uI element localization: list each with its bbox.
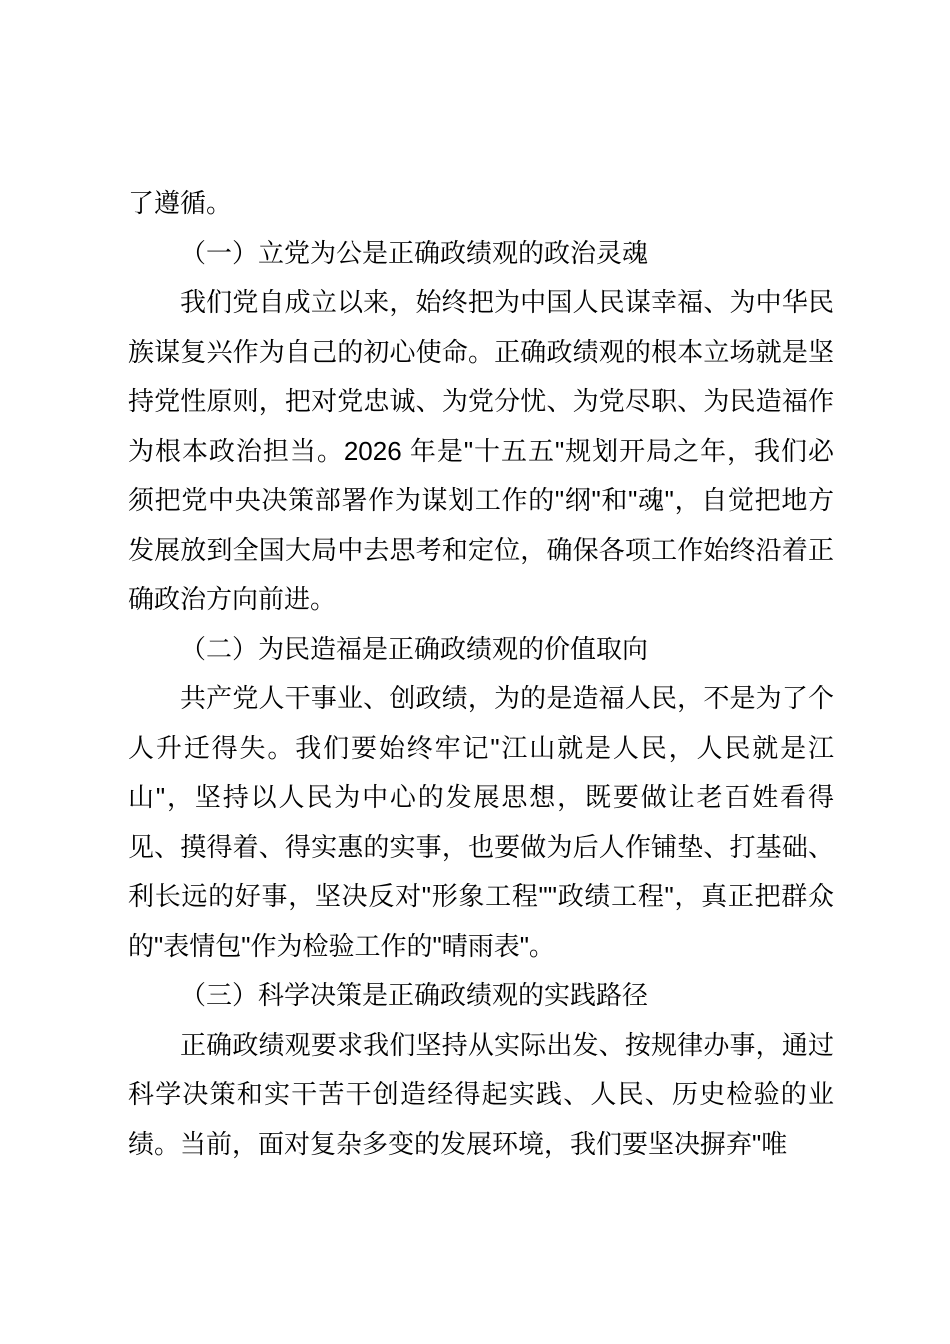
continued-paragraph: 了遵循。 [128, 188, 233, 218]
body-paragraph-3: 正确政绩观要求我们坚持从实际出发、按规律办事，通过科学决策和实干苦干创造经得起实践、人民、历史检验的业绩。当前，面对复杂多变的发展环境，我们要坚决摒弃"唯 [128, 1029, 834, 1159]
section-heading-1: （一）立党为公是正确政绩观的政治灵魂 [180, 237, 649, 268]
body-paragraph-1: 我们党自成立以来，始终把为中国人民谋幸福、为中华民族谋复兴作为自己的初心使命。正确政绩观的根本立场就是坚持党性原则，把对党忠诚、为党分忧、为党尽职、为民造福作为根本政治担当。2026 年是"十五五"规划开局之年，我们必须把党中央决策部署作为谋划工作的"纲"和"魂"，自觉把地方发展放到全国大局中去思考和定位，确保各项工作始终沿着正确政治方向前进。 [128, 287, 834, 614]
body-paragraph-2: 共产党人干事业、创政绩，为的是造福人民，不是为了个人升迁得失。我们要始终牢记"江山就是人民，人民就是江山"，坚持以人民为中心的发展思想，既要做让老百姓看得见、摸得着、得实惠的实事，也要做为后人作铺垫、打基础、利长远的好事，坚决反对"形象工程""政绩工程"，真正把群众的"表情包"作为检验工作的"晴雨表"。 [128, 683, 834, 961]
section-heading-3: （三）科学决策是正确政绩观的实践路径 [180, 980, 649, 1010]
document-text-area [128, 179, 834, 1169]
section-heading-2: （二）为民造福是正确政绩观的价值取向 [180, 633, 649, 664]
